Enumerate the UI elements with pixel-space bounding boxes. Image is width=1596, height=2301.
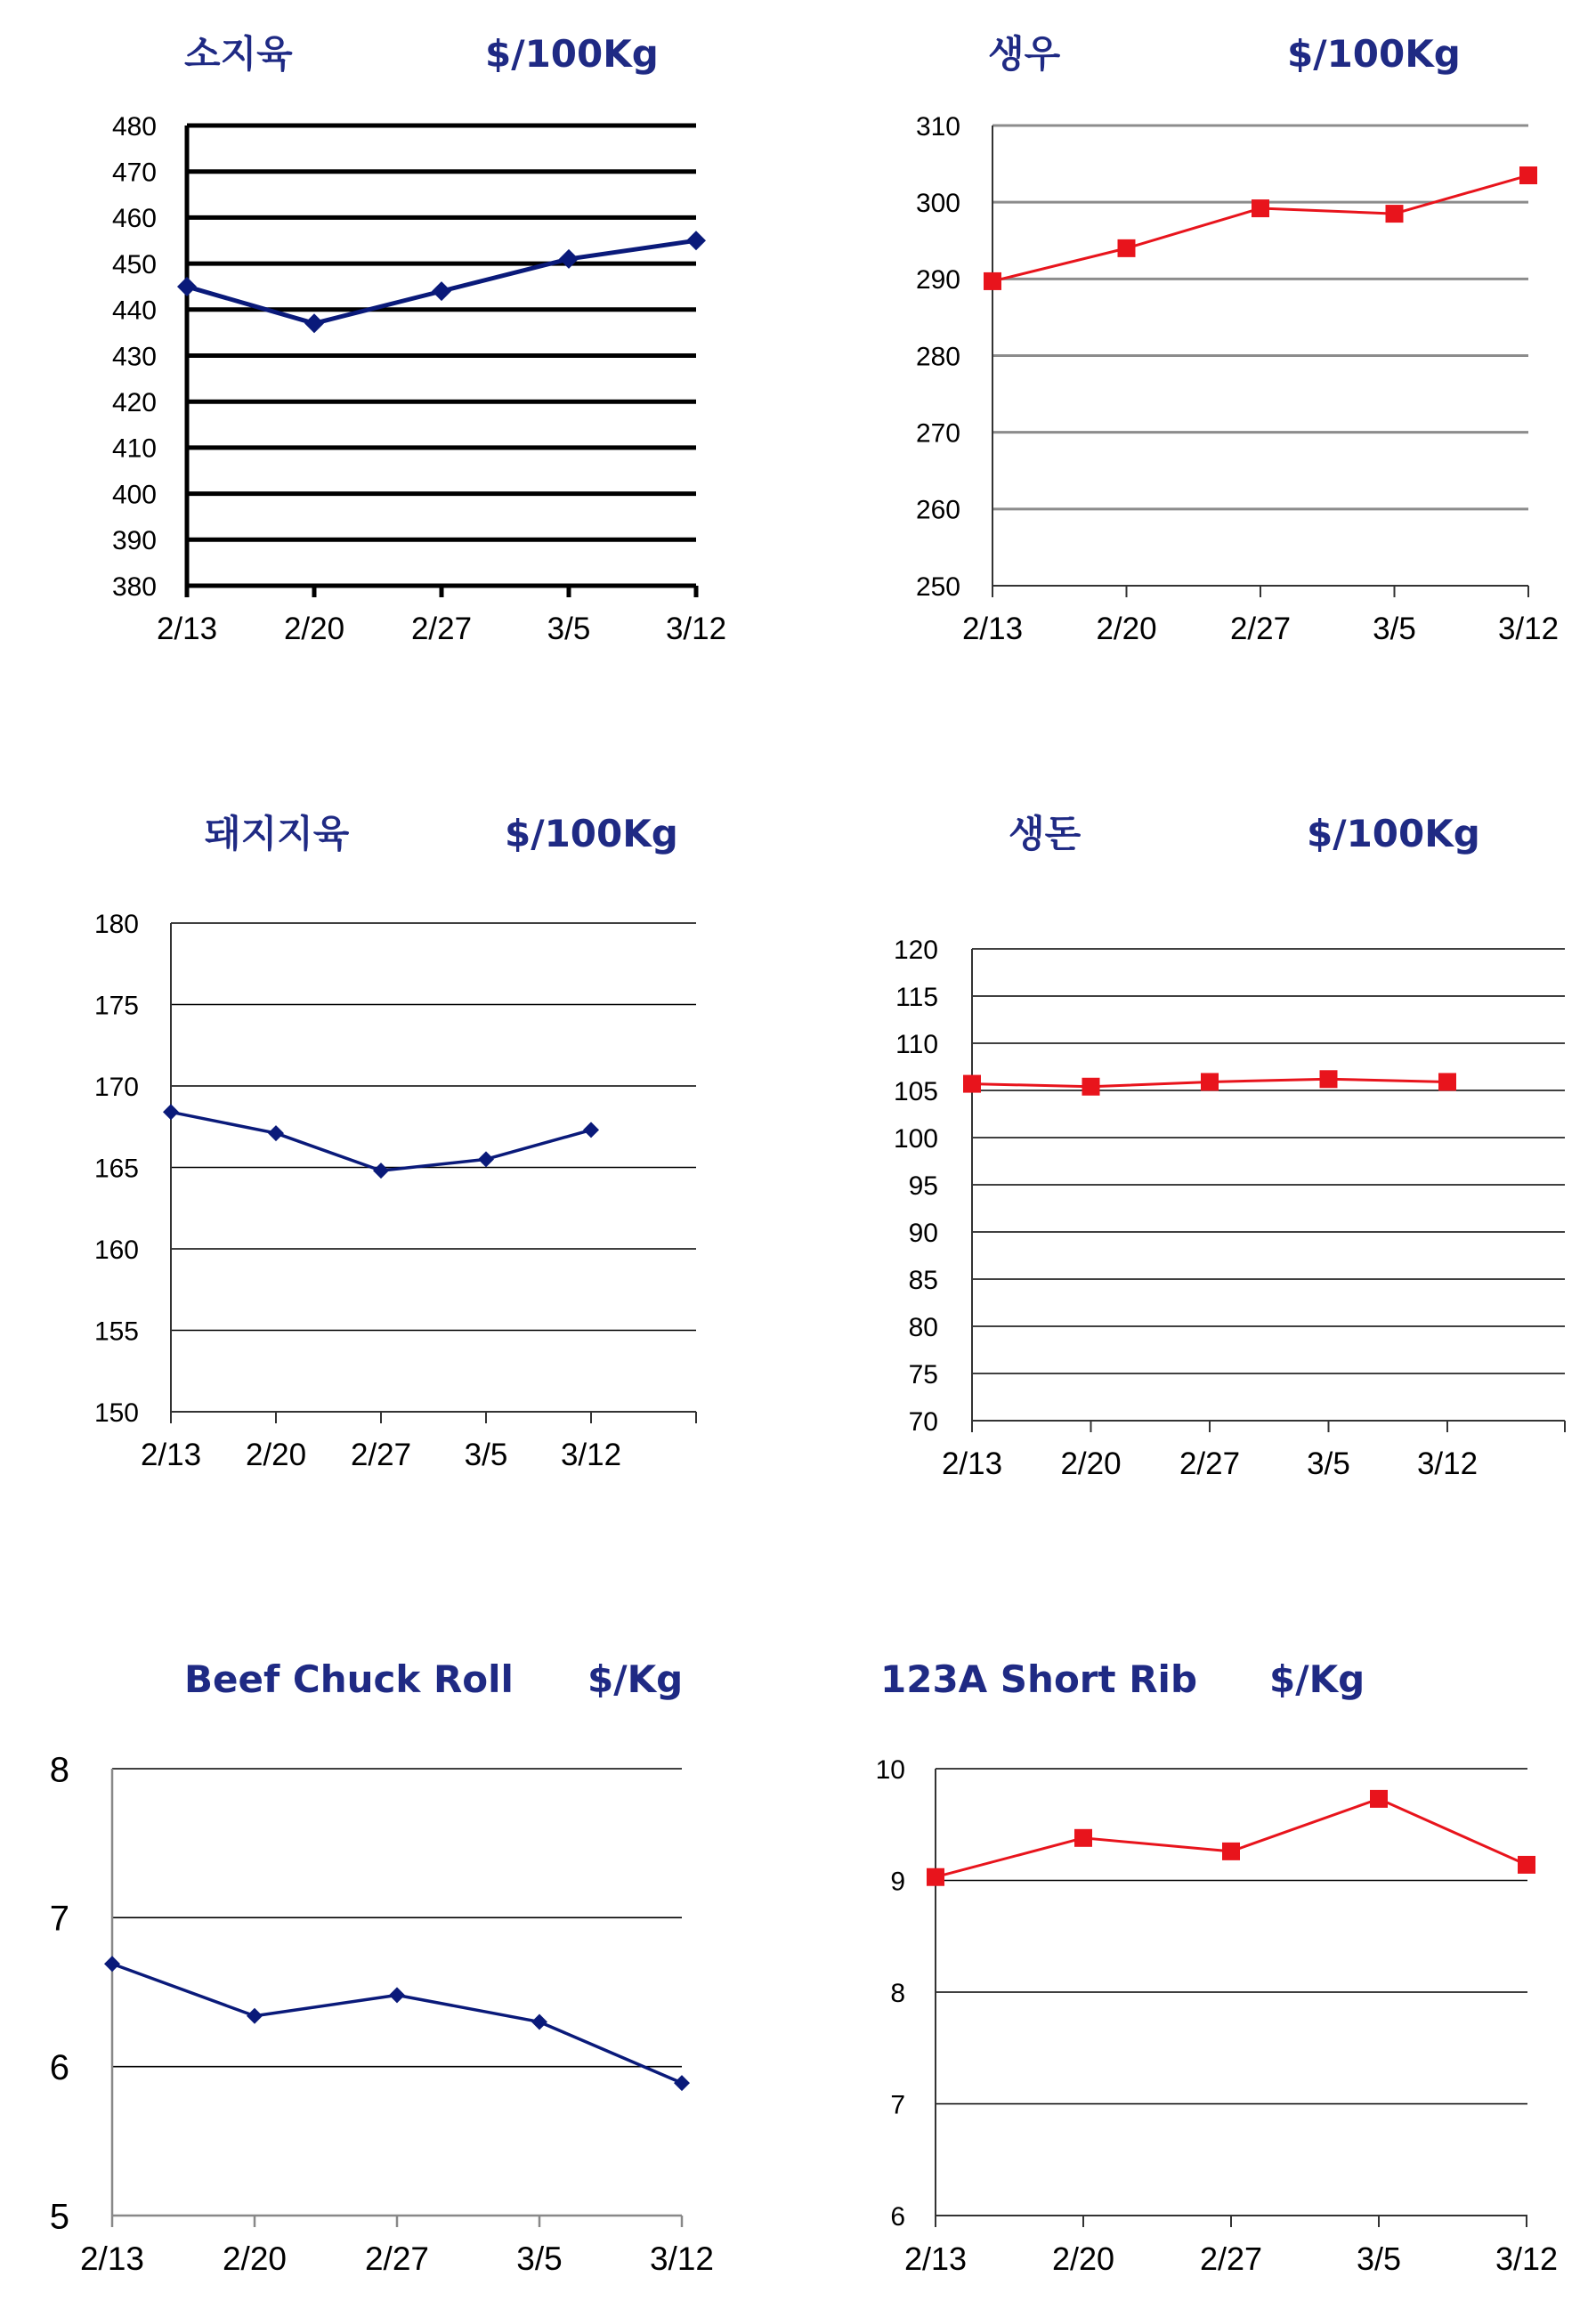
x-tick-label: 2/13 (156, 612, 218, 646)
x-tick-label: 2/13 (903, 2240, 968, 2277)
y-tick-label: 150 (93, 1398, 139, 1428)
chart-2-plot (798, 0, 1595, 766)
y-tick-label: 165 (93, 1154, 139, 1184)
data-point-diamond (177, 277, 197, 296)
chart-panel-1 (0, 0, 798, 766)
chart-title: 돼지지육 (205, 812, 350, 855)
data-point-square (1201, 1073, 1219, 1090)
data-point-square (1082, 1078, 1100, 1096)
y-tick-label: 450 (111, 249, 157, 280)
y-tick-label: 95 (908, 1171, 938, 1201)
x-tick-label: 3/5 (1356, 2240, 1402, 2277)
data-point-diamond (674, 2075, 690, 2091)
data-point-square (1320, 1070, 1338, 1088)
data-point-diamond (686, 231, 706, 250)
x-tick-label: 2/20 (245, 1438, 307, 1472)
x-tick-label: 3/5 (1373, 612, 1416, 646)
x-tick-label: 2/27 (1199, 2240, 1263, 2277)
chart-unit: $/Kg (587, 1657, 684, 1701)
y-tick-label: 155 (93, 1317, 139, 1347)
chart-panel-6 (798, 1533, 1595, 2299)
chart-panel-5 (0, 1533, 798, 2299)
x-tick-label: 3/5 (1307, 1446, 1350, 1481)
chart-unit: $/100Kg (1307, 812, 1480, 855)
y-tick-label: 120 (893, 935, 938, 965)
y-tick-label: 270 (915, 418, 960, 449)
y-tick-label: 175 (93, 991, 139, 1021)
chart-unit: $/Kg (1269, 1657, 1365, 1701)
y-tick-label: 100 (893, 1123, 938, 1154)
data-point-diamond (478, 1151, 494, 1167)
y-tick-label: 8 (49, 1750, 69, 1790)
data-point-square (963, 1075, 981, 1093)
series-line (112, 1964, 682, 2083)
data-point-square (1386, 205, 1404, 223)
y-tick-label: 480 (111, 111, 157, 142)
x-tick-label: 3/12 (649, 2240, 715, 2277)
y-tick-label: 310 (915, 111, 960, 142)
y-tick-label: 440 (111, 296, 157, 326)
chart-title: 소지육 (184, 32, 293, 76)
x-tick-label: 2/20 (1060, 1446, 1122, 1481)
data-point-diamond (432, 281, 451, 301)
y-tick-label: 7 (49, 1899, 69, 1939)
y-tick-label: 110 (895, 1029, 938, 1059)
y-tick-label: 115 (895, 982, 938, 1012)
x-tick-label: 3/5 (516, 2240, 563, 2277)
y-tick-label: 9 (890, 1867, 905, 1897)
chart-6-plot (798, 1533, 1595, 2299)
x-tick-label: 2/13 (941, 1446, 1003, 1481)
data-point-square (1118, 239, 1136, 257)
y-tick-label: 5 (49, 2197, 69, 2237)
chart-1-plot (0, 0, 798, 766)
y-tick-label: 80 (908, 1312, 938, 1342)
chart-title: 123A Short Rib (880, 1657, 1198, 1701)
data-point-diamond (373, 1163, 389, 1179)
x-tick-label: 2/20 (222, 2240, 288, 2277)
y-tick-label: 300 (915, 188, 960, 218)
x-tick-label: 3/12 (1497, 612, 1560, 646)
y-tick-label: 105 (893, 1076, 938, 1106)
x-tick-label: 2/27 (410, 612, 473, 646)
data-point-diamond (268, 1125, 284, 1141)
chart-unit: $/100Kg (505, 812, 678, 855)
y-tick-label: 410 (111, 433, 157, 464)
y-tick-label: 460 (111, 204, 157, 234)
data-point-diamond (104, 1956, 120, 1972)
y-tick-label: 6 (49, 2048, 69, 2088)
y-tick-label: 10 (875, 1754, 905, 1785)
x-tick-label: 2/20 (1051, 2240, 1115, 2277)
x-tick-label: 3/12 (560, 1438, 622, 1472)
series-line (171, 1112, 591, 1171)
data-point-square (1252, 199, 1269, 217)
data-point-diamond (389, 1987, 405, 2003)
x-tick-label: 3/12 (1416, 1446, 1479, 1481)
data-point-diamond (247, 2008, 263, 2024)
y-tick-label: 390 (111, 526, 157, 556)
data-point-diamond (163, 1104, 179, 1120)
x-tick-label: 2/13 (79, 2240, 145, 2277)
x-tick-label: 2/13 (140, 1438, 202, 1472)
y-tick-label: 250 (915, 571, 960, 602)
x-tick-label: 3/12 (1495, 2240, 1559, 2277)
data-point-square (984, 272, 1001, 290)
x-tick-label: 2/20 (1096, 612, 1157, 646)
data-point-square (927, 1868, 944, 1886)
y-tick-label: 400 (111, 480, 157, 510)
x-tick-label: 3/5 (547, 612, 591, 646)
data-point-square (1370, 1790, 1388, 1808)
y-tick-label: 8 (890, 1978, 905, 2008)
x-tick-label: 2/13 (961, 612, 1024, 646)
data-point-square (1222, 1843, 1240, 1860)
x-tick-label: 2/27 (350, 1438, 412, 1472)
chart-unit: $/100Kg (485, 32, 659, 76)
y-tick-label: 430 (111, 342, 157, 372)
y-tick-label: 290 (915, 265, 960, 296)
chart-4-plot (798, 766, 1595, 1533)
chart-5-plot (0, 1533, 798, 2299)
x-tick-label: 2/27 (1229, 612, 1292, 646)
data-point-diamond (559, 249, 579, 269)
series-line (992, 175, 1528, 281)
series-line (936, 1799, 1527, 1877)
chart-unit: $/100Kg (1287, 32, 1461, 76)
data-point-diamond (304, 313, 324, 333)
data-point-square (1074, 1829, 1092, 1847)
chart-panel-3 (0, 766, 798, 1533)
chart-title: 생돈 (1009, 812, 1082, 855)
y-tick-label: 160 (93, 1235, 139, 1265)
y-tick-label: 170 (93, 1072, 139, 1102)
y-tick-label: 280 (915, 342, 960, 372)
x-tick-label: 3/12 (665, 612, 727, 646)
y-tick-label: 420 (111, 388, 157, 417)
y-tick-label: 260 (915, 495, 960, 525)
y-tick-label: 180 (93, 909, 139, 939)
x-tick-label: 2/27 (1179, 1446, 1241, 1481)
data-point-diamond (583, 1122, 599, 1138)
x-tick-label: 2/27 (364, 2240, 430, 2277)
y-tick-label: 380 (111, 571, 157, 602)
y-tick-label: 75 (908, 1359, 938, 1390)
data-point-square (1519, 166, 1537, 184)
y-tick-label: 85 (908, 1265, 938, 1295)
chart-title: Beef Chuck Roll (184, 1657, 514, 1701)
y-tick-label: 70 (908, 1406, 938, 1437)
y-tick-label: 90 (908, 1218, 938, 1248)
y-tick-label: 6 (890, 2201, 905, 2232)
chart-3-plot (0, 766, 798, 1533)
chart-panel-4 (798, 766, 1595, 1533)
data-point-square (1518, 1856, 1535, 1874)
data-point-square (1438, 1073, 1456, 1090)
x-tick-label: 3/5 (464, 1438, 508, 1472)
data-point-diamond (531, 2013, 547, 2030)
y-tick-label: 470 (111, 158, 157, 188)
x-tick-label: 2/20 (283, 612, 345, 646)
chart-title: 생우 (988, 32, 1061, 76)
chart-panel-2 (798, 0, 1595, 766)
y-tick-label: 7 (890, 2090, 905, 2120)
